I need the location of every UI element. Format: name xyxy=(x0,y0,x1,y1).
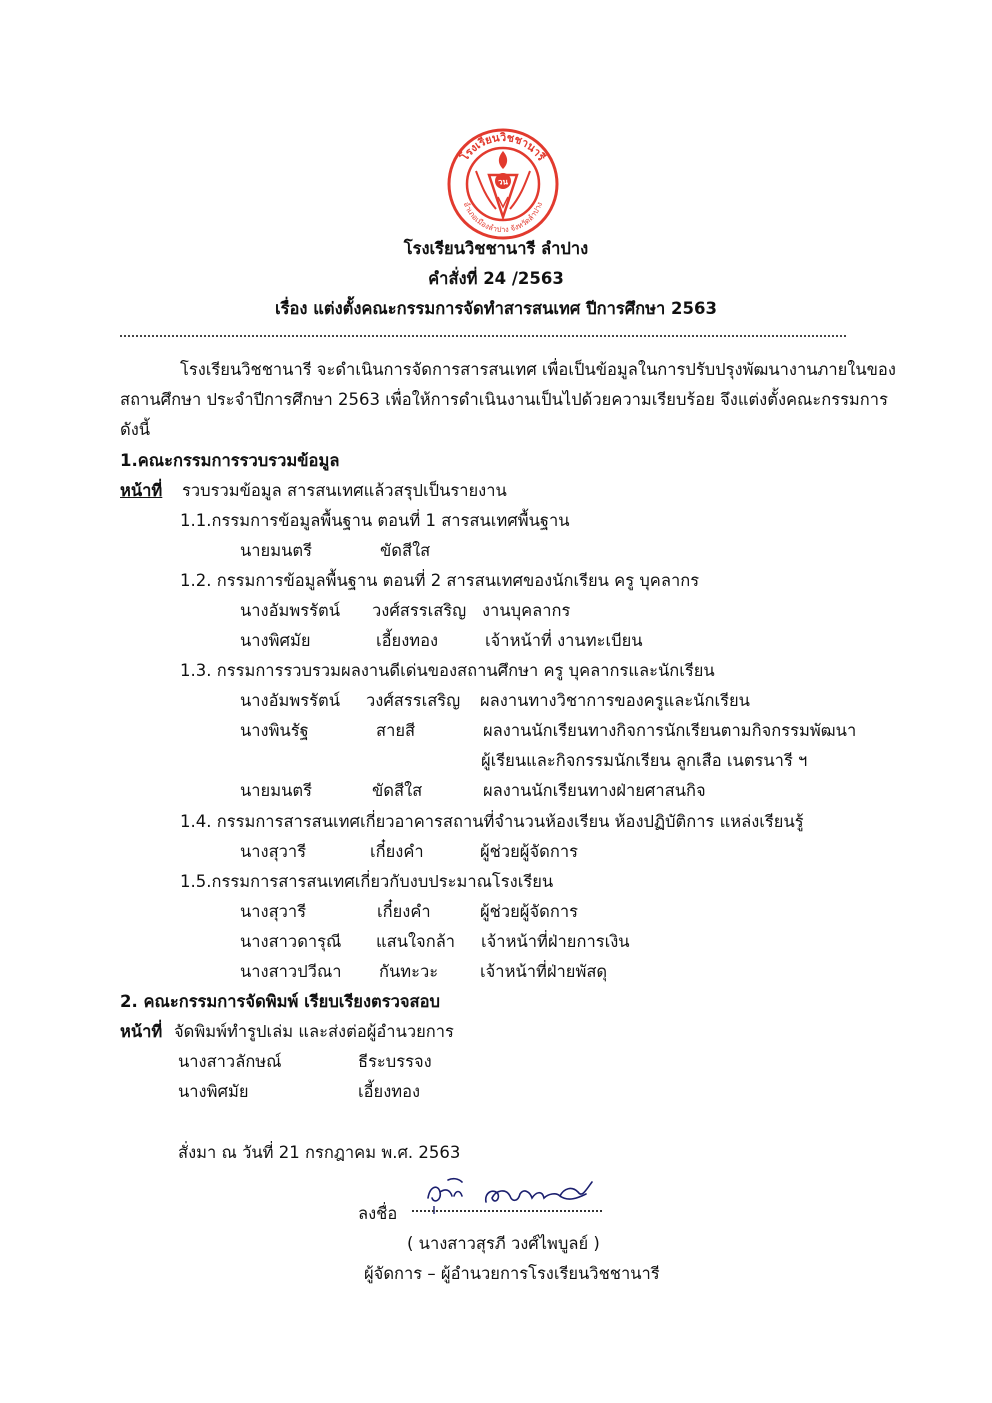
section-1-duty-label: หน้าที่ xyxy=(120,481,163,500)
section-2-title: 2. คณะกรรมการจัดพิมพ์ เรียบเรียงตรวจสอบ xyxy=(120,992,441,1011)
member-surname: สายสี xyxy=(376,721,416,740)
member-role: เจ้าหน้าที่ฝ่ายพัสดุ xyxy=(480,962,608,981)
order-number: คำสั่งที่ 24 /2563 xyxy=(428,269,564,288)
handwritten-signature xyxy=(410,1168,620,1216)
svg-text:โรงเรียนวิชชานารี: โรงเรียนวิชชานารี xyxy=(458,131,548,164)
member-name: นางสาวลักษณ์ xyxy=(178,1052,282,1071)
member-name: นางสุวารี xyxy=(240,842,307,861)
member-name: นางสาวดารุณี xyxy=(240,932,342,951)
section-1-duty-text: รวบรวมข้อมูล สารสนเทศแล้วสรุปเป็นรายงาน xyxy=(182,481,507,500)
member-name: นางพินรัฐ xyxy=(240,721,309,740)
member-name: นางสุวารี xyxy=(240,902,307,921)
subsection-1-5-title: 1.5.กรรมการสารสนเทศเกี่ยวกับงบประมาณโรงเรียน xyxy=(180,872,554,891)
intro-line-1: โรงเรียนวิชชานารี จะดำเนินการจัดการสารสนเทศ เพื่อเป็นข้อมูลในการปรับปรุงพัฒนางานภายในของ xyxy=(180,360,896,379)
member-name: นางสาวปวีณา xyxy=(240,962,342,981)
member-role: ผู้ช่วยผู้จัดการ xyxy=(480,842,578,861)
member-role: ผลงานนักเรียนทางกิจการนักเรียนตามกิจกรรมพัฒนา xyxy=(483,721,857,740)
member-surname: กันทะวะ xyxy=(379,962,439,981)
member-surname: วงศ์สรรเสริญ xyxy=(372,601,467,620)
member-role: เจ้าหน้าที่ งานทะเบียน xyxy=(485,631,643,650)
member-surname: วงศ์สรรเสริญ xyxy=(366,691,461,710)
member-name: นางอัมพรรัตน์ xyxy=(240,691,340,710)
member-role-continued: ผู้เรียนและกิจกรรมนักเรียน ลูกเสือ เนตรนารี ฯ xyxy=(481,751,808,770)
member-surname: ขัดสีใส xyxy=(380,541,431,560)
member-name: นายมนตรี xyxy=(240,541,312,560)
svg-text:วน: วน xyxy=(498,177,508,187)
subsection-1-1-title: 1.1.กรรมการข้อมูลพื้นฐาน ตอนที่ 1 สารสนเทศพื้นฐาน xyxy=(180,511,570,530)
member-surname: เกี๋ยงคำ xyxy=(377,902,431,921)
intro-line-2: สถานศึกษา ประจำปีการศึกษา 2563 เพื่อให้การดำเนินงานเป็นไปด้วยความเรียบร้อย จึงแต่งตั้งคณะกรรมการ xyxy=(120,390,888,409)
divider-dotted xyxy=(120,335,846,337)
signature-line xyxy=(412,1210,602,1212)
member-role: ผู้ช่วยผู้จัดการ xyxy=(480,902,578,921)
section-1-title: 1.คณะกรรมการรวบรวมข้อมูล xyxy=(120,451,340,470)
signer-name: ( นางสาวสุรภี วงศ์ไพบูลย์ ) xyxy=(407,1234,600,1253)
member-name: นายมนตรี xyxy=(240,781,312,800)
member-surname: เอี้ยงทอง xyxy=(376,631,439,650)
member-role: เจ้าหน้าที่ฝ่ายการเงิน xyxy=(481,932,630,951)
sign-label: ลงชื่อ xyxy=(358,1204,398,1223)
school-title: โรงเรียนวิชชานารี ลำปาง xyxy=(403,239,589,258)
member-surname: แสนใจกล้า xyxy=(376,932,456,951)
order-date: สั่งมา ณ วันที่ 21 กรกฎาคม พ.ศ. 2563 xyxy=(178,1143,461,1162)
member-role: งานบุคลากร xyxy=(482,601,571,620)
member-surname: เอี้ยงทอง xyxy=(358,1082,421,1101)
member-role: ผลงานนักเรียนทางฝ่ายศาสนกิจ xyxy=(483,781,706,800)
member-surname: ขัดสีใส xyxy=(372,781,423,800)
member-role: ผลงานทางวิชาการของครูและนักเรียน xyxy=(480,691,750,710)
member-surname: เกี๋ยงคำ xyxy=(370,842,424,861)
signer-position: ผู้จัดการ – ผู้อำนวยการโรงเรียนวิชชานารี xyxy=(364,1264,660,1283)
member-name: นางพิศมัย xyxy=(240,631,311,650)
subsection-1-4-title: 1.4. กรรมการสารสนเทศเกี่ยวอาคารสถานที่จำนวนห้องเรียน ห้องปฏิบัติการ แหล่งเรียนรู้ xyxy=(180,812,804,831)
school-logo xyxy=(446,127,560,241)
order-subject: เรื่อง แต่งตั้งคณะกรรมการจัดทำสารสนเทศ ปีการศึกษา 2563 xyxy=(275,299,717,318)
section-2-duty-text: จัดพิมพ์ทำรูปเล่ม และส่งต่อผู้อำนวยการ xyxy=(174,1022,454,1041)
subsection-1-3-title: 1.3. กรรมการรวบรวมผลงานดีเด่นของสถานศึกษา ครู บุคลากรและนักเรียน xyxy=(180,661,715,680)
svg-text:อำเภอเมืองลำปาง จังหวัดลำปาง: อำเภอเมืองลำปาง จังหวัดลำปาง xyxy=(461,200,545,235)
member-surname: ธีระบรรจง xyxy=(358,1052,432,1071)
member-name: นางพิศมัย xyxy=(178,1082,249,1101)
member-name: นางอัมพรรัตน์ xyxy=(240,601,340,620)
intro-line-3: ดังนี้ xyxy=(120,420,151,439)
subsection-1-2-title: 1.2. กรรมการข้อมูลพื้นฐาน ตอนที่ 2 สารสนเทศของนักเรียน ครู บุคลากร xyxy=(180,571,700,590)
section-2-duty-label: หน้าที่ xyxy=(120,1022,163,1041)
